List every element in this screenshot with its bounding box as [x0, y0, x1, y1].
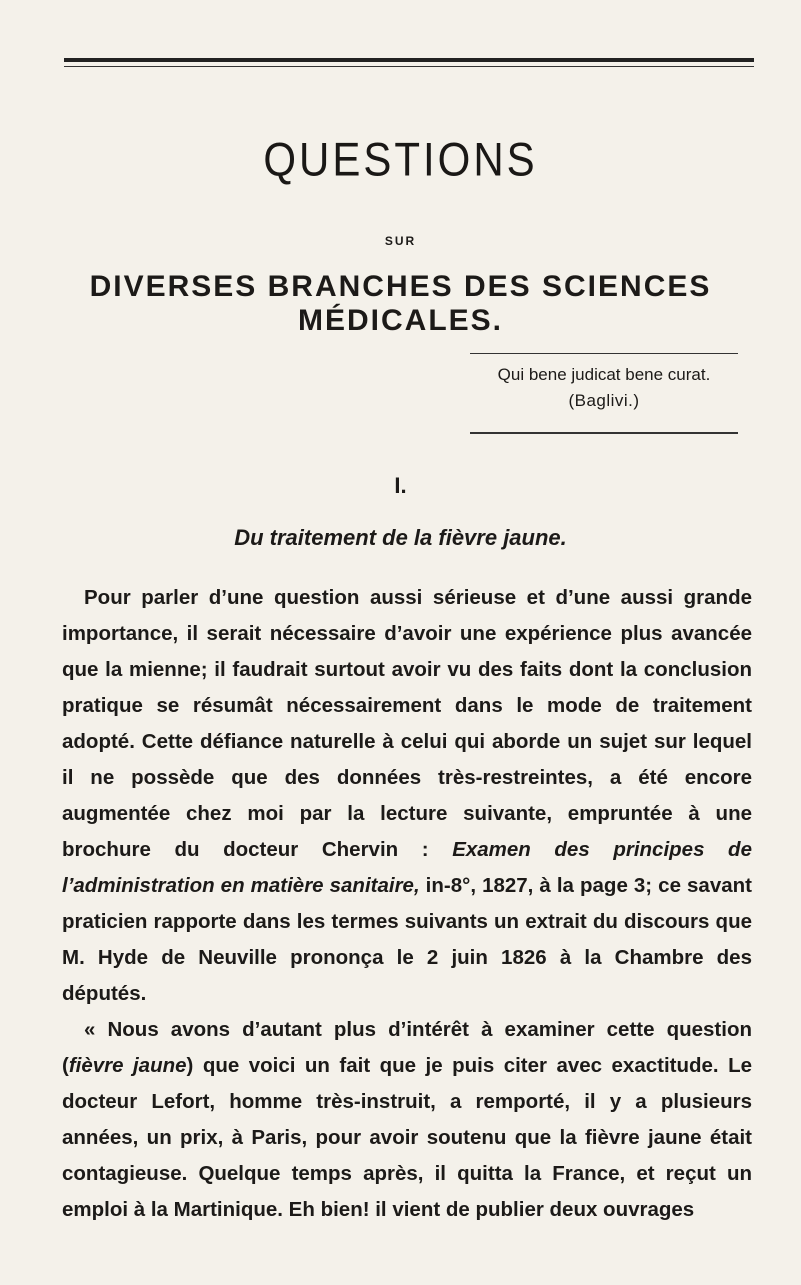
- body-text: [62, 580, 752, 1228]
- epigraph-rule-bottom: [470, 432, 738, 434]
- paragraph-1-text-b: in-8°, 1827, à la page 3; ce savant praticien rapporte dans les termes suivants un extrait du discours que M. Hyde de Neuville prononça le 2 juin 1826 à la Chambre des députés.: [62, 874, 752, 1005]
- section-number: I.: [394, 473, 407, 498]
- title-connector: SUR: [384, 234, 417, 248]
- paragraph-1-text-a: Pour parler d’une question aussi sérieuse et d’une aussi grande importance, il serait nécessaire d’avoir une expérience plus avancée que la mienne; il faudrait surtout avoir vu des faits dont la conclusion pratique se résumât nécessairement dans le mode de traitement adopté. Cette défiance naturelle à celui qui aborde un sujet sur lequel il ne possède que des données très-restreintes, a été encore augmentée chez moi par la lecture suivante, empruntée à une brochure du docteur Chervin :: [62, 586, 752, 861]
- top-rule-thin: [64, 66, 754, 67]
- top-rule-thick: [64, 58, 754, 62]
- epigraph-author: (Baglivi.): [568, 391, 640, 410]
- paragraph-2: [62, 1012, 752, 1228]
- section-title: Du traitement de la fièvre jaune.: [234, 525, 567, 550]
- paragraph-2-text-b: ) que voici un fait que je puis citer avec exactitude. Le docteur Lefort, homme très-instruit, a remporté, il y a plusieurs années, un prix, à Paris, pour avoir soutenu que la fièvre jaune était contagieuse. Quelque temps après, il quitta la France, et reçut un emploi à la Martinique. Eh bien! il vient de publier deux ouvrages: [62, 1054, 752, 1221]
- page-title: QUESTIONS: [263, 133, 538, 186]
- paragraph-1-italic: Examen des principes de l’administration en matière sanitaire,: [62, 838, 752, 897]
- epigraph-quote: Qui bene judicat bene curat.: [497, 365, 711, 384]
- epigraph-rule-top: [470, 353, 738, 354]
- paragraph-1: [62, 580, 752, 1012]
- paragraph-2-text-a: « Nous avons d’autant plus d’intérêt à examiner cette question (: [62, 1018, 752, 1077]
- paragraph-2-italic: fièvre jaune: [68, 1054, 187, 1077]
- epigraph: [470, 362, 738, 414]
- page-subtitle: DIVERSES BRANCHES DES SCIENCES MÉDICALES.: [89, 270, 712, 337]
